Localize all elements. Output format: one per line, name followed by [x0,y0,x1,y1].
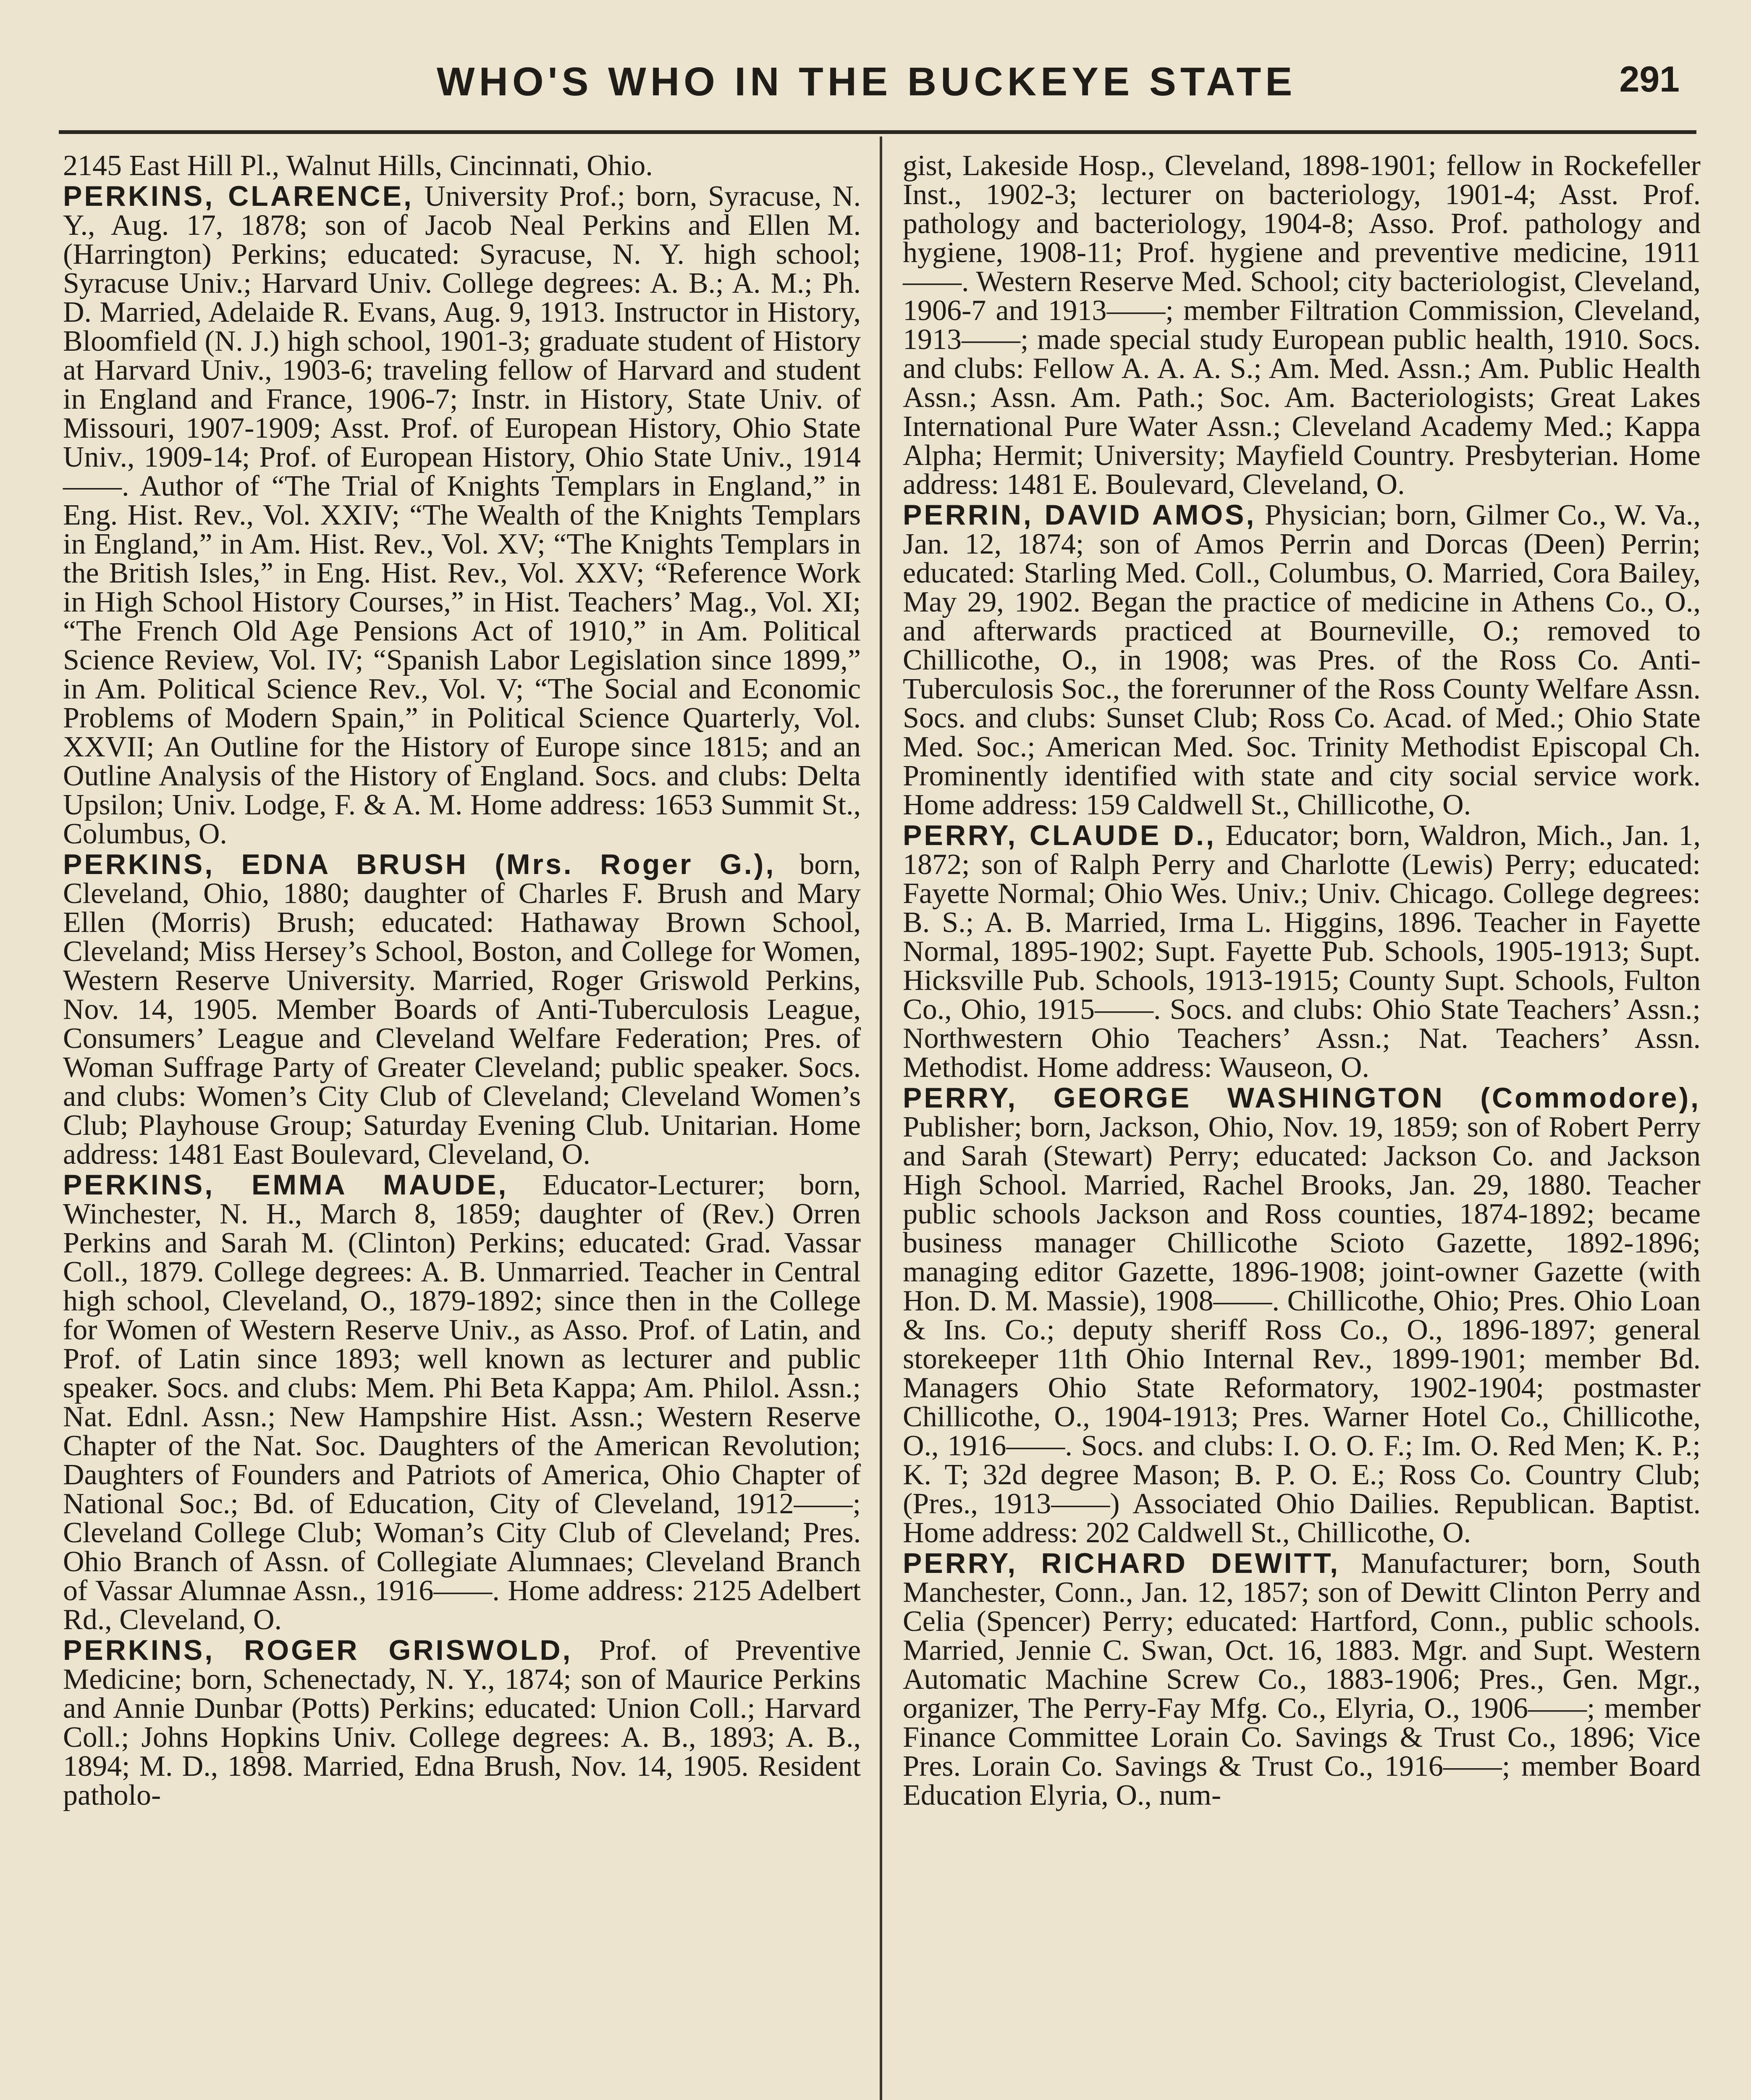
left-column [63,151,861,1811]
right-column [903,151,1701,1811]
entry-text: born, Cleveland, Ohio, 1880; daughter of Charles F. Brush and Mary Ellen (Morris) Brush; educated: Hathaway Brown School, Cleveland; Miss Hersey’s School, Boston, and College for Women, Western Reserve University. Married, Roger Griswold Perkins, Nov. 14, 1905. Member Boards of Anti-Tuberculosis League, Consumers’ League and Cleveland Welfare Federation; Pres. of Woman Suffrage Party of Greater Cleveland; public speaker. Socs. and clubs: Women’s City Club of Cleveland; Cleveland Women’s Club; Playhouse Group; Saturday Evening Club. Unitarian. Home address: 1481 East Boulevard, Cleveland, O. [63,848,861,1171]
entry-name: PERKINS, EDNA BRUSH (Mrs. Roger G.), [63,848,776,880]
entry-name: PERKINS, ROGER GRISWOLD, [63,1634,573,1666]
entry-text: Publisher; born, Jackson, Ohio, Nov. 19, 1859; son of Robert Perry and Sarah (Stewart) Perry; educated: Jackson Co. and Jackson High School. Married, Rachel Brooks, Jan. 29, 1880. Teacher public schools Jackson and Ross counties, 1874-1892; became business manager Chillicothe Scioto Gazette, 1892-1896; managing editor Gazette, 1896-1908; joint-owner Gazette (with Hon. D. M. Massie), 1908——. Chillicothe, Ohio; Pres. Ohio Loan & Ins. Co.; deputy sheriff Ross Co., O., 1896-1897; general storekeeper 11th Ohio Internal Rev., 1899-1901; member Bd. Managers Ohio State Reformatory, 1902-1904; postmaster Chillicothe, O., 1904-1913; Pres. Warner Hotel Co., Chillicothe, O., 1916——. Socs. and clubs: I. O. O. F.; Im. O. Red Men; K. P.; K. T; 32d degree Mason; B. P. O. E.; Ross Co. Country Club; (Pres., 1913——) Associated Ohio Dailies. Republican. Baptist. Home address: 202 Caldwell St., Chillicothe, O. [903,1111,1701,1549]
entry-name: PERRIN, DAVID AMOS, [903,499,1256,531]
entry-perrin-david-amos [903,501,1701,819]
entry-text: Manufacturer; born, South Manchester, Conn., Jan. 12, 1857; son of Dewitt Clinton Perry and Celia (Spencer) Perry; educated: Hartford, Conn., public schools. Married, Jennie C. Swan, Oct. 16, 1883. Mgr. and Supt. Western Automatic Machine Screw Co., 1883-1906; Pres., Gen. Mgr., organizer, The Perry-Fay Mfg. Co., Elyria, O., 1906——; member Finance Committee Lorain Co. Savings & Trust Co., 1896; Vice Pres. Lorain Co. Savings & Trust Co., 1916——; member Board Education Elyria, O., num- [903,1547,1701,1811]
entry-perkins-roger-griswold [63,1636,861,1810]
entry-text: Physician; born, Gilmer Co., W. Va., Jan. 12, 1874; son of Amos Perrin and Dorcas (Deen) Perrin; educated: Starling Med. Coll., Columbus, O. Married, Cora Bailey, May 29, 1902. Began the practice of medicine in Athens Co., O., and afterwards practiced at Bourneville, O.; removed to Chillicothe, O., in 1908; was Pres. of the Ross Co. Anti-Tuberculosis Soc., the forerunner of the Ross County Welfare Assn. Socs. and clubs: Sunset Club; Ross Co. Acad. of Med.; Ohio State Med. Soc.; American Med. Soc. Trinity Methodist Episcopal Ch. Prominently identified with state and city social service work. Home address: 159 Caldwell St., Chillicothe, O. [903,499,1701,821]
entry-perry-george-washington [903,1084,1701,1547]
entry-perkins-edna-brush [63,850,861,1169]
continued-entry-text: 2145 East Hill Pl., Walnut Hills, Cincinnati, Ohio. [63,150,653,182]
entry-name: PERRY, GEORGE WASHINGTON (Commodore), [903,1082,1701,1114]
entry-perry-richard-dewitt [903,1549,1701,1810]
entry-name: PERRY, CLAUDE D., [903,819,1216,851]
continued-entry-text: gist, Lakeside Hosp., Cleveland, 1898-1901; fellow in Rockefeller Inst., 1902-3; lecturer on bacteriology, 1901-4; Asst. Prof. pathology and bacteriology, 1904-8; Asso. Prof. pathology and hygiene, 1908-11; Prof. hygiene and preventive medicine, 1911——. Western Reserve Med. School; city bacteriologist, Cleveland, 1906-7 and 1913——; member Filtration Commission, Cleveland, 1913——; made special study European public health, 1910. Socs. and clubs: Fellow A. A. A. S.; Am. Med. Assn.; Am. Public Health Assn.; Assn. Am. Path.; Soc. Am. Bacteriologists; Great Lakes International Pure Water Assn.; Cleveland Academy Med.; Kappa Alpha; Hermit; University; Mayfield Country. Presbyterian. Home address: 1481 E. Boulevard, Cleveland, O. [903,150,1701,501]
entry-perkins-emma-maude [63,1171,861,1634]
entry-name: PERKINS, CLARENCE, [63,180,414,212]
entry-perkins-clarence [63,182,861,848]
page-number: 291 [1619,59,1680,100]
entry-name: PERRY, RICHARD DEWITT, [903,1547,1340,1579]
entry-name: PERKINS, EMMA MAUDE, [63,1169,509,1201]
running-header [59,50,1696,134]
entry-text: Educator; born, Waldron, Mich., Jan. 1, 1872; son of Ralph Perry and Charlotte (Lewis) Perry; educated: Fayette Normal; Ohio Wes. Univ.; Univ. Chicago. College degrees: B. S.; A. B. Married, Irma L. Higgins, 1896. Teacher in Fayette Normal, 1895-1902; Supt. Fayette Pub. Schools, 1905-1913; Supt. Hicksville Pub. Schools, 1913-1915; County Supt. Schools, Fulton Co., Ohio, 1915——. Socs. and clubs: Ohio State Teachers’ Assn.; Northwestern Ohio Teachers’ Assn.; Nat. Teachers’ Assn. Methodist. Home address: Wauseon, O. [903,819,1701,1084]
entry-text: Educator-Lecturer; born, Winchester, N. H., March 8, 1859; daughter of (Rev.) Orren Perkins and Sarah M. (Clinton) Perkins; educated: Grad. Vassar Coll., 1879. College degrees: A. B. Unmarried. Teacher in Central high school, Cleveland, O., 1879-1892; since then in the College for Women of Western Reserve Univ., as Asso. Prof. of Latin, and Prof. of Latin since 1893; well known as lecturer and public speaker. Socs. and clubs: Mem. Phi Beta Kappa; Am. Philol. Assn.; Nat. Ednl. Assn.; New Hampshire Hist. Assn.; Western Reserve Chapter of the Nat. Soc. Daughters of the American Revolution; Daughters of Founders and Patriots of America, Ohio Chapter of National Soc.; Bd. of Education, City of Cleveland, 1912——; Cleveland College Club; Woman’s City Club of Cleveland; Pres. Ohio Branch of Assn. of Collegiate Alumnaes; Cleveland Branch of Vassar Alumnae Assn., 1916——. Home address: 2125 Adelbert Rd., Cleveland, O. [63,1169,861,1636]
entry-perry-claude-d [903,821,1701,1082]
entry-text: Prof. of Preventive Medicine; born, Schenectady, N. Y., 1874; son of Maurice Perkins and Annie Dunbar (Potts) Perkins; educated: Union Coll.; Harvard Coll.; Johns Hopkins Univ. College degrees: A. B., 1893; A. B., 1894; M. D., 1898. Married, Edna Brush, Nov. 14, 1905. Resident patholo- [63,1634,861,1811]
header-title: WHO'S WHO IN THE BUCKEYE STATE [437,59,1297,104]
entry-text: University Prof.; born, Syracuse, N. Y., Aug. 17, 1878; son of Jacob Neal Perkins and Ellen M. (Harrington) Perkins; educated: Syracuse, N. Y. high school; Syracuse Univ.; Harvard Univ. College degrees: A. B.; A. M.; Ph. D. Married, Adelaide R. Evans, Aug. 9, 1913. Instructor in History, Bloomfield (N. J.) high school, 1901-3; graduate student of History at Harvard Univ., 1903-6; traveling fellow of Harvard and student in England and France, 1906-7; Instr. in History, State Univ. of Missouri, 1907-1909; Asst. Prof. of European History, Ohio State Univ., 1909-14; Prof. of European History, Ohio State Univ., 1914——. Author of “The Trial of Knights Templars in England,” in Eng. Hist. Rev., Vol. XXIV; “The Wealth of the Knights Templars in England,” in Am. Hist. Rev., Vol. XV; “The Knights Templars in the British Isles,” in Eng. Hist. Rev., Vol. XXV; “Reference Work in High School History Courses,” in Hist. Teachers’ Mag., Vol. XI; “The French Old Age Pensions Act of 1910,” in Am. Political Science Review, Vol. IV; “Spanish Labor Legislation since 1899,” in Am. Political Science Rev., Vol. V; “The Social and Economic Problems of Modern Spain,” in Political Science Quarterly, Vol. XXVII; An Outline for the History of Europe since 1815; and an Outline Analysis of the History of England. Socs. and clubs: Delta Upsilon; Univ. Lodge, F. & A. M. Home address: 1653 Summit St., Columbus, O. [63,180,861,850]
column-divider [880,136,882,2100]
